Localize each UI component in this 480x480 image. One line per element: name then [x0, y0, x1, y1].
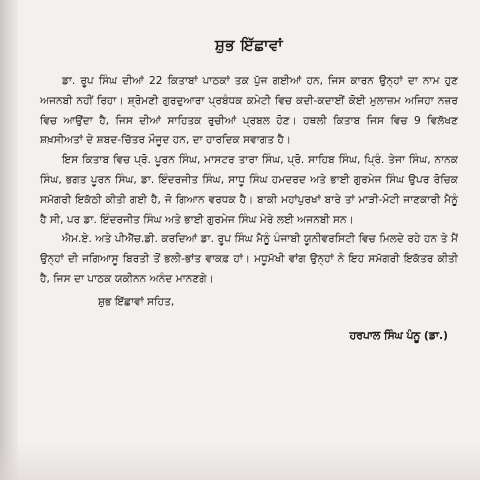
body-paragraph-1: ਡਾ. ਰੂਪ ਸਿੰਘ ਦੀਆਂ 22 ਕਿਤਾਬਾਂ ਪਾਠਕਾਂ ਤਕ ਪੁੱਜ ਗਈਆਂ ਹਨ, ਜਿਸ ਕਾਰਨ ਉਨ੍ਹਾਂ ਦਾ ਨਾਮ ਹੁਣ ਅਜਨਬੀ ਨਹੀਂ ਰਿਹਾ। ਸ਼੍ਰੋਮਣੀ ਗੁਰਦੁਆਰਾ ਪ੍ਰਬੰਧਕ ਕਮੇਟੀ ਵਿਚ ਕਦੀ-ਕਦਾਈਂ ਕੋਈ ਮੁਲਾਜ਼ਮ ਅਜਿਹਾ ਨਜ਼ਰ ਵਿਚ ਆਉਂਦਾ ਹੈ, ਜਿਸ ਦੀਆਂ ਸਾਹਿਤਕ ਰੁਚੀਆਂ ਪ੍ਰਬਲ ਹੋਣ। ਹਥਲੀ ਕਿਤਾਬ ਜਿਸ ਵਿਚ 9 ਵਿਲੱਖਣ ਸ਼ਖ਼ਸੀਅਤਾਂ ਦੇ ਸ਼ਬਦ-ਚਿੱਤਰ ਮੌਜੂਦ ਹਨ, ਦਾ ਹਾਰਦਿਕ ਸਵਾਗਤ ਹੈ। — [40, 75, 458, 147]
page-gutter-shadow — [0, 0, 18, 480]
page-title: ਸ਼ੁਭ ਇੱਛਾਵਾਂ — [214, 36, 284, 54]
body-paragraph-2: ਇਸ ਕਿਤਾਬ ਵਿਚ ਪ੍ਰੋ. ਪੂਰਨ ਸਿੰਘ, ਮਾਸਟਰ ਤਾਰਾ ਸਿੰਘ, ਪ੍ਰੋ. ਸਾਹਿਬ ਸਿੰਘ, ਪ੍ਰਿੰ. ਤੇਜਾ ਸਿੰਘ, ਨਾਨਕ ਸਿੰਘ, ਭਗਤ ਪੂਰਨ ਸਿੰਘ, ਡਾ. ਇੰਦਰਜੀਤ ਸਿੰਘ, ਸਾਧੂ ਸਿੰਘ ਹਮਦਰਦ ਅਤੇ ਭਾਈ ਗੁਰਮੇਜ ਸਿੰਘ ਉਪਰ ਰੋਚਿਕ ਸਮੱਗਰੀ ਇਕੱਠੀ ਕੀਤੀ ਗਈ ਹੈ, ਜੋ ਗਿਆਨ ਵਰਧਕ ਹੈ। ਬਾਕੀ ਮਹਾਂਪੁਰਖਾਂ ਬਾਰੇ ਤਾਂ ਮਾੜੀ-ਮੋਟੀ ਜਾਣਕਾਰੀ ਮੈਨੂੰ ਹੈ ਸੀ, ਪਰ ਡਾ. ਇੰਦਰਜੀਤ ਸਿੰਘ ਅਤੇ ਭਾਈ ਗੁਰਮੇਜ ਸਿੰਘ ਮੇਰੇ ਲਈ ਅਜਨਬੀ ਸਨ। — [40, 154, 458, 226]
page-content — [40, 36, 458, 346]
page-bottom-shadow — [0, 440, 480, 480]
body-paragraph-3: ਐਮ.ਏ. ਅਤੇ ਪੀਐੱਚ.ਡੀ. ਕਰਦਿਆਂ ਡਾ. ਰੂਪ ਸਿੰਘ ਮੈਨੂੰ ਪੰਜਾਬੀ ਯੂਨੀਵਰਸਿਟੀ ਵਿਚ ਮਿਲਦੇ ਰਹੇ ਹਨ ਤੇ ਮੈਂ ਉਨ੍ਹਾਂ ਦੀ ਜਗਿਆਸੂ ਬਿਰਤੀ ਤੋਂ ਭਲੀ-ਭਾਂਤ ਵਾਕਫ਼ ਹਾਂ। ਮਧੂਮੱਖੀ ਵਾਂਗ ਉਨ੍ਹਾਂ ਨੇ ਇਹ ਸਮੱਗਰੀ ਇਕੱਤਰ ਕੀਤੀ ਹੈ, ਜਿਸ ਦਾ ਪਾਠਕ ਯਕੀਨਨ ਅਨੰਦ ਮਾਨਣਗੇ। — [40, 233, 458, 285]
author-signature: ਹਰਪਾਲ ਸਿੰਘ ਪੰਨੂ (ਡਾ.) — [349, 328, 448, 342]
closing-line: ਸ਼ੁਭ ਇੱਛਾਵਾਂ ਸਹਿਤ, — [98, 295, 175, 308]
